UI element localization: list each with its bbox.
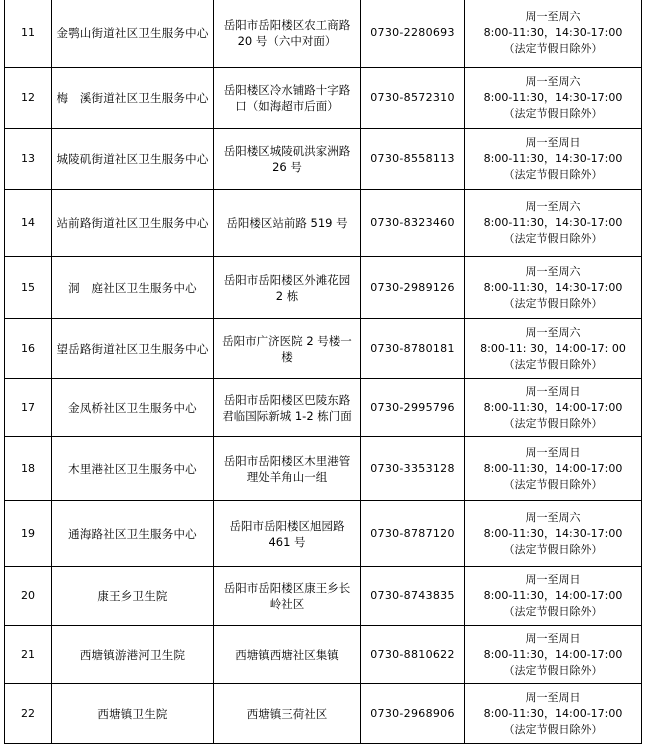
facility-phone: 0730-8810622: [361, 626, 465, 684]
hours-note: （法定节假日除外）: [503, 477, 603, 491]
opening-hours: [465, 257, 642, 319]
hours-time: 8:00-11: 30，14:00-17: 00: [480, 341, 626, 355]
hours-note: （法定节假日除外）: [503, 722, 603, 736]
hours-days: 周一至周六: [525, 325, 581, 339]
hours-note: （法定节假日除外）: [503, 605, 603, 618]
row-number: 17: [5, 379, 52, 437]
hours-days: 周一至周日: [525, 445, 581, 459]
table-row: [5, 437, 642, 501]
table-row: [5, 0, 642, 68]
hours-note: （法定节假日除外）: [503, 663, 603, 677]
hours-days: 周一至周日: [525, 631, 581, 645]
facility-name: 西塘镇卫生院: [52, 684, 214, 744]
hours-time: 8:00-11:30，14:30-17:00: [483, 152, 623, 165]
row-number: 12: [5, 68, 52, 129]
table-row: [5, 257, 642, 319]
facility-name: 梅 溪街道社区卫生服务中心: [52, 68, 214, 129]
row-number: 11: [5, 0, 52, 68]
facility-address: 西塘镇西塘社区集镇: [214, 626, 361, 684]
facility-phone: 0730-8572310: [361, 68, 465, 129]
table-row: [5, 501, 642, 567]
hours-time: 8:00-11:30，14:00-17:00: [483, 589, 623, 602]
table-row: [5, 684, 642, 744]
facility-address: 岳阳市岳阳楼区康王乡长岭社区: [214, 567, 361, 626]
facility-phone: 0730-2995796: [361, 379, 465, 437]
facility-phone: 0730-8787120: [361, 501, 465, 567]
table-row: [5, 319, 642, 379]
opening-hours: [465, 437, 642, 501]
facility-name: 望岳路街道社区卫生服务中心: [52, 319, 214, 379]
hours-days: 周一至周六: [525, 200, 581, 213]
hours-note: （法定节假日除外）: [503, 416, 603, 430]
health-center-table: [4, 0, 642, 744]
hours-time: 8:00-11:30，14:00-17:00: [483, 706, 623, 720]
opening-hours: [465, 0, 642, 68]
hours-note: （法定节假日除外）: [503, 107, 603, 120]
facility-name: 洞 庭社区卫生服务中心: [52, 257, 214, 319]
facility-phone: 0730-2968906: [361, 684, 465, 744]
row-number: 19: [5, 501, 52, 567]
table-body: [5, 0, 642, 744]
opening-hours: [465, 190, 642, 257]
facility-phone: 0730-3353128: [361, 437, 465, 501]
hours-days: 周一至周六: [525, 10, 581, 23]
facility-name: 西塘镇游港河卫生院: [52, 626, 214, 684]
facility-address: 岳阳市岳阳楼区外滩花园 2 栋: [214, 257, 361, 319]
facility-name: 站前路街道社区卫生服务中心: [52, 190, 214, 257]
table-row: [5, 626, 642, 684]
facility-name: 木里港社区卫生服务中心: [52, 437, 214, 501]
facility-address: 岳阳市广济医院 2 号楼一楼: [214, 319, 361, 379]
row-number: 16: [5, 319, 52, 379]
opening-hours: [465, 501, 642, 567]
row-number: 14: [5, 190, 52, 257]
row-number: 18: [5, 437, 52, 501]
hours-days: 周一至周六: [525, 510, 581, 524]
facility-address: 岳阳市岳阳楼区巴陵东路君临国际新城 1-2 栋门面: [214, 379, 361, 437]
facility-address: 岳阳楼区冷水铺路十字路口（如海超市后面）: [214, 68, 361, 129]
hours-note: （法定节假日除外）: [503, 357, 603, 371]
opening-hours: [465, 684, 642, 744]
facility-address: 岳阳市岳阳楼区旭园路 461 号: [214, 501, 361, 567]
hours-days: 周一至周日: [525, 384, 581, 398]
opening-hours: [465, 626, 642, 684]
hours-note: （法定节假日除外）: [503, 42, 603, 55]
facility-phone: 0730-8780181: [361, 319, 465, 379]
document-page: [4, 0, 641, 744]
facility-address: 岳阳楼区城陵矶洪家洲路 26 号: [214, 129, 361, 190]
facility-address: 岳阳市岳阳楼区木里港管理处羊角山一组: [214, 437, 361, 501]
hours-note: （法定节假日除外）: [503, 232, 603, 245]
facility-name: 康王乡卫生院: [52, 567, 214, 626]
hours-days: 周一至周日: [525, 690, 581, 704]
hours-time: 8:00-11:30，14:30-17:00: [483, 280, 623, 294]
facility-phone: 0730-2989126: [361, 257, 465, 319]
hours-note: （法定节假日除外）: [503, 542, 603, 556]
facility-address: 西塘镇三荷社区: [214, 684, 361, 744]
hours-days: 周一至周日: [525, 136, 581, 149]
hours-days: 周一至周六: [525, 264, 581, 278]
facility-address: 岳阳楼区站前路 519 号: [214, 190, 361, 257]
hours-time: 8:00-11:30，14:30-17:00: [483, 216, 623, 229]
facility-phone: 0730-2280693: [361, 0, 465, 68]
hours-time: 8:00-11:30，14:00-17:00: [483, 647, 623, 661]
hours-time: 8:00-11:30，14:30-17:00: [483, 526, 623, 540]
table-row: [5, 567, 642, 626]
hours-note: （法定节假日除外）: [503, 168, 603, 181]
row-number: 21: [5, 626, 52, 684]
opening-hours: [465, 68, 642, 129]
opening-hours: [465, 379, 642, 437]
facility-name: 通海路社区卫生服务中心: [52, 501, 214, 567]
table-row: [5, 129, 642, 190]
table-row: [5, 68, 642, 129]
facility-name: 金鹗山街道社区卫生服务中心: [52, 0, 214, 68]
table-row: [5, 379, 642, 437]
row-number: 20: [5, 567, 52, 626]
facility-phone: 0730-8558113: [361, 129, 465, 190]
row-number: 13: [5, 129, 52, 190]
hours-time: 8:00-11:30，14:00-17:00: [483, 461, 623, 475]
hours-days: 周一至周日: [525, 573, 581, 586]
hours-time: 8:00-11:30，14:30-17:00: [483, 26, 623, 39]
hours-note: （法定节假日除外）: [503, 296, 603, 310]
table-row: [5, 190, 642, 257]
facility-name: 金凤桥社区卫生服务中心: [52, 379, 214, 437]
opening-hours: [465, 567, 642, 626]
row-number: 22: [5, 684, 52, 744]
row-number: 15: [5, 257, 52, 319]
facility-phone: 0730-8743835: [361, 567, 465, 626]
hours-time: 8:00-11:30，14:30-17:00: [483, 91, 623, 104]
facility-phone: 0730-8323460: [361, 190, 465, 257]
opening-hours: [465, 129, 642, 190]
facility-address: 岳阳市岳阳楼区农工商路 20 号（六中对面）: [214, 0, 361, 68]
hours-days: 周一至周六: [525, 75, 581, 88]
hours-time: 8:00-11:30，14:00-17:00: [483, 400, 623, 414]
facility-name: 城陵矶街道社区卫生服务中心: [52, 129, 214, 190]
opening-hours: [465, 319, 642, 379]
